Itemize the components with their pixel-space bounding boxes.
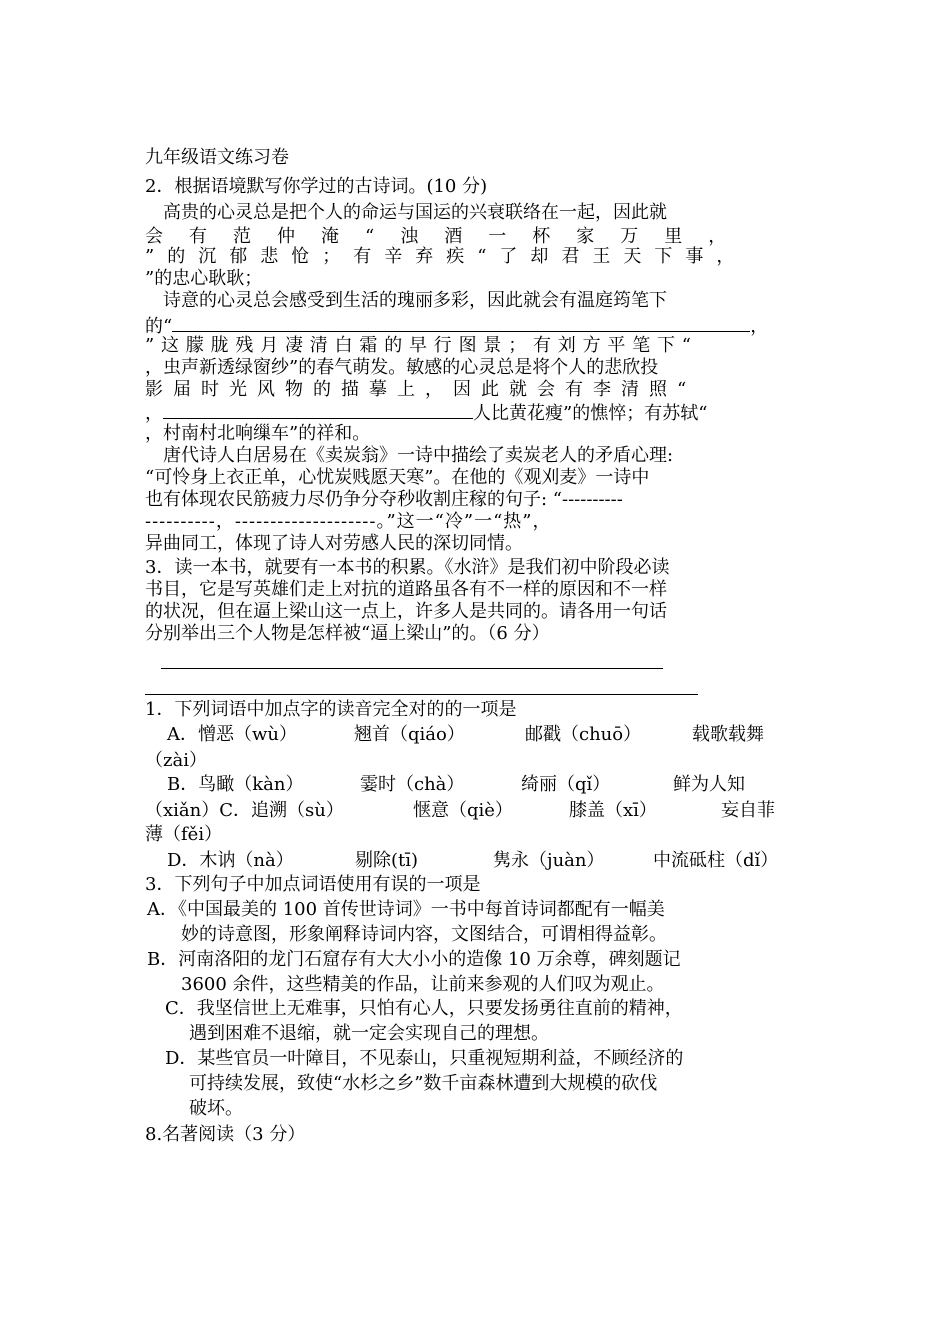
q3b-option-b-line2: 3600 余件，这些精美的作品，让前来参观的人们叹为观止。 [181,974,665,995]
q1-b-item3: 绮丽（qǐ） [521,774,611,795]
q1-d-item1: D．木讷（nà） [167,850,294,871]
q2-p1-line3-text: ”的沉郁悲怆；有辛弃疾“了却君王天下事， [145,246,748,267]
q3b-option-d-line1: D．某些官员一叶障目，不见泰山，只重视短期利益，不顾经济的 [165,1048,684,1069]
answer-line-2[interactable] [145,694,698,695]
q3b-option-a-line1: A．《中国最美的 100 首传世诗词》一书中每首诗词都配有一幅美 [147,899,665,920]
q3a-line3: 的状况，但在逼上梁山这一点上，许多人是共同的。请各用一句话 [145,601,667,622]
q1-option-a-cont: （zài） [145,750,207,771]
q2-p2-line7: ，村南村北响缫车”的祥和。 [145,423,371,444]
q3b-heading: 3．下列句子中加点词语使用有误的一项是 [145,874,481,895]
q1-bc-item4: 妄自菲 [721,800,775,821]
q3b-option-d-line3: 破坏。 [189,1098,243,1119]
q2-p2-line2-start: 的“ [145,316,173,337]
q2-p3-line2: “可怜身上衣正单，心忧炭贱愿天寒”。在他的《观刈麦》一诗中 [145,467,650,488]
q1-bc-item2: 惬意（qiè） [413,800,513,821]
q3b-option-c-line2: 遇到困难不退缩，就一定会实现自己的理想。 [189,1023,549,1044]
q1-d-item4: 中流砥柱（dǐ） [653,850,779,871]
q1-d-item2: 剔除(tī) [355,850,419,871]
q2-heading: 2．根据语境默写你学过的古诗词。(10 分) [145,176,488,197]
q3a-line4: 分别举出三个人物是怎样被“逼上梁山”的。（6 分） [145,623,550,644]
answer-blank-1[interactable] [172,313,750,332]
answer-line-1[interactable] [161,668,663,669]
q1-a-item2: 翘首（qiáo） [354,724,465,745]
q2-p2-line6-start: ， [145,403,163,424]
q1-d-item3: 隽永（juàn） [493,850,605,871]
page-title: 九年级语文练习卷 [145,147,289,168]
q3b-option-b-line1: B．河南洛阳的龙门石窟存有大大小小的造像 10 万余尊，碑刻题记 [147,949,681,970]
q2-p3-line1: 唐代诗人白居易在《卖炭翁》一诗中描绘了卖炭老人的矛盾心理: [145,445,674,466]
q2-p2-line1: 诗意的心灵总会感受到生活的瑰丽多彩，因此就会有温庭筠笔下 [145,290,667,311]
q1-b-item4: 鲜为人知 [673,774,745,795]
q3b-option-d-line2: 可持续发展，致使“水杉之乡”数千亩森林遭到大规模的砍伐 [189,1073,658,1094]
q1-heading: 1．下列词语中加点字的读音完全对的的一项是 [145,699,517,720]
q2-p2-line4: ，虫声新透绿窗纱”的春气萌发。敏感的心灵总是将个人的悲欣投 [145,357,659,378]
q2-p2-line6-end: 人比黄花瘦”的憔悴；有苏轼“ [473,403,708,424]
q2-p2-line2: 的“ ， [145,313,768,339]
q2-p1-line3 [145,245,747,269]
q2-p3-line5: 异曲同工，体现了诗人对劳感人民的深切同情。 [145,533,523,554]
q1-a-item3: 邮戳（chuō） [525,724,642,745]
q2-p2-line3: ”这朦胧残月凄清白霜的早行图景；有刘方平笔下“ [145,335,698,356]
q2-p1-line2: 会有范仲淹“浊酒一杯家万里， [145,226,753,247]
q1-a-item1: A．憎恶（wù） [167,724,297,745]
q3a-line1: 3．读一本书，就要有一本书的积累。《水浒》是我们初中阶段必读 [145,557,670,578]
q3b-option-c-line1: C．我坚信世上无难事，只怕有心人，只要发扬勇往直前的精神， [165,998,683,1019]
answer-blank-2[interactable] [163,400,473,419]
q1-b-item1: B．鸟瞰（kàn） [167,774,304,795]
q3a-line2: 书目，它是写英雄们走上对抗的道路虽各有不一样的原因和不一样 [145,579,667,600]
q3b-option-a-line2: 妙的诗意图，形象阐释诗词内容，文图结合，可谓相得益彰。 [181,924,667,945]
q8-heading: 8.名著阅读（3 分） [145,1124,306,1145]
q1-b-item2: 霎时（chà） [360,774,465,795]
q2-p1-line1: 高贵的心灵总是把个人的命运与国运的兴衰联络在一起，因此就 [145,202,667,223]
q1-bc-item1: （xiǎn）C．追溯（sù） [145,800,344,821]
q2-p2-line5: 影届时光风物的描摹上，因此就会有李清照“ [145,379,697,400]
q1-a-item4: 载歌载舞 [692,724,764,745]
q1-option-c-cont: 薄（fěi） [145,824,223,845]
q1-bc-item3: 膝盖（xī） [569,800,657,821]
q2-p3-line3: 也有体现农民筋疲力尽仍争分夺秒收割庄稼的句子: “---------- [145,489,623,510]
q2-p3-line4: ----------，--------------------。”这一“冷”一“热”， [145,511,552,532]
q2-p1-line4: ”的忠心耿耿； [145,268,263,289]
